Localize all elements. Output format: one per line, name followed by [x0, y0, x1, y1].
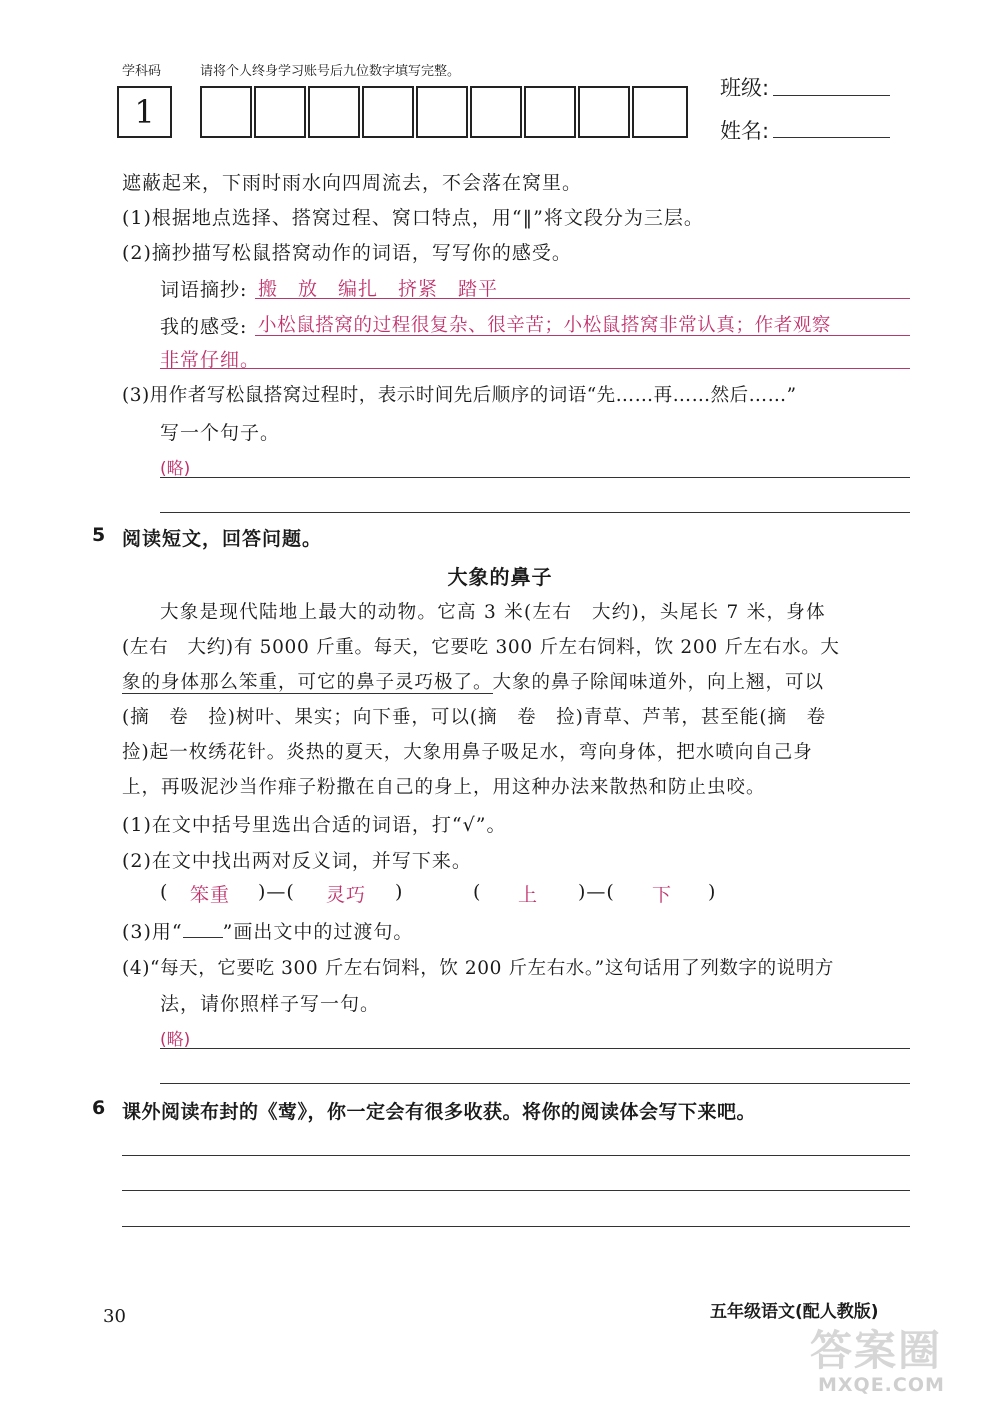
words-label: 词语摘抄: [160, 279, 248, 301]
q5-sub4-line-1: (4)“每天，它要吃 300 斤左右饲料，饮 200 斤左右水。”这句话用了列数字的说明方 [122, 958, 835, 979]
antonym-answer: 上 [518, 884, 539, 906]
q4-sub3-line-1: (3)用作者写松鼠搭窝过程时，表示时间先后顺序的词语“先……再……然后……” [122, 385, 797, 406]
q6-prompt: 课外阅读布封的《莺》，你一定会有很多收获。将你的阅读体会写下来吧。 [122, 1101, 757, 1123]
account-digit-box[interactable] [254, 86, 306, 138]
subject-code-label: 学科码 [122, 64, 162, 79]
feeling-answer-rule-1 [255, 335, 910, 336]
question-number: 6 [92, 1097, 106, 1119]
passage-text: 大象的鼻子除闻味道外，向上翘，可以 [492, 672, 825, 693]
q5-sub1: (1)在文中括号里选出合适的词语，打“√”。 [122, 814, 507, 836]
account-digit-box[interactable] [362, 86, 414, 138]
account-digit-box[interactable] [470, 86, 522, 138]
account-digit-box[interactable] [308, 86, 360, 138]
passage-line: 遮蔽起来，下雨时雨水向四周流去，不会落在窝里。 [122, 172, 583, 194]
passage-line [122, 668, 824, 694]
answer-line[interactable] [122, 1155, 910, 1156]
account-digit-box[interactable] [578, 86, 630, 138]
antonym-paren: )—( [258, 881, 295, 903]
account-digit-box[interactable] [416, 86, 468, 138]
antonym-paren: ( [160, 881, 169, 903]
feeling-answer-line-2: 非常仔细。 [160, 349, 261, 371]
antonym-paren: )—( [578, 881, 615, 903]
book-title: 五年级语文(配人教版) [710, 1302, 879, 1322]
watermark-url: MXQE.COM [818, 1374, 945, 1396]
account-digit-box[interactable] [200, 86, 252, 138]
q5-prompt: 阅读短文，回答问题。 [122, 528, 323, 550]
passage-line: 上，再吸泥沙当作痱子粉撒在自己的身上，用这种办法来散热和防止虫咬。 [122, 777, 766, 798]
class-label: 班级: [720, 76, 770, 100]
account-digit-box[interactable] [632, 86, 688, 138]
words-answer-line [255, 298, 910, 299]
account-digit-box[interactable] [524, 86, 576, 138]
name-field[interactable] [773, 137, 890, 138]
q4-sub3-answer: (略) [160, 459, 191, 479]
passage-line: (摘 卷 捡)树叶、果实；向下垂，可以(摘 卷 捡)青草、芦苇，甚至能(摘 卷 [122, 707, 827, 728]
antonym-answer: 下 [652, 884, 673, 906]
antonym-answer: 笨重 [190, 884, 231, 906]
account-instruction: 请将个人终身学习账号后九位数字填写完整。 [200, 64, 461, 79]
page-number: 30 [103, 1306, 126, 1327]
q4-sub3-line-2: 写一个句子。 [160, 422, 281, 444]
answer-line[interactable] [122, 1190, 910, 1191]
watermark-logo: 答案圈 [810, 1326, 943, 1375]
q4-sub2: (2)摘抄描写松鼠搭窝动作的词语，写写你的感受。 [122, 242, 572, 264]
class-field[interactable] [773, 95, 890, 96]
feeling-answer-rule-2 [160, 368, 910, 369]
passage-line: (左右 大约)有 5000 斤重。每天，它要吃 300 斤左右饲料，饮 200 斤左右水。大 [122, 637, 840, 658]
passage-line: 捡)起一枚绣花针。炎热的夏天，大象用鼻子吸足水，弯向身体，把水喷向自己身 [122, 742, 813, 763]
antonym-paren: ( [473, 881, 482, 903]
transition-sentence: 象的身体那么笨重，可它的鼻子灵巧极了。 [122, 672, 493, 693]
q5-sub3 [122, 917, 413, 944]
q5-sub4-line-2: 法，请你照样子写一句。 [160, 993, 381, 1015]
answer-line[interactable] [122, 1226, 910, 1227]
q5-sub2: (2)在文中找出两对反义词，并写下来。 [122, 850, 472, 872]
antonym-paren: ) [708, 881, 717, 903]
answer-line[interactable] [160, 1083, 910, 1084]
passage-title: 大象的鼻子 [447, 565, 553, 589]
q4-sub1: (1)根据地点选择、搭窝过程、窝口特点，用“‖”将文段分为三层。 [122, 207, 704, 229]
underline-sample [183, 921, 223, 938]
q5-sub4-answer: (略) [160, 1030, 191, 1050]
q5-sub3-prefix: (3)用“ [122, 921, 183, 943]
feeling-answer-line-1: 小松鼠搭窝的过程很复杂、很辛苦；小松鼠搭窝非常认真；作者观察 [258, 315, 832, 336]
name-label: 姓名: [720, 119, 770, 143]
passage-line: 大象是现代陆地上最大的动物。它高 3 米(左右 大约)，头尾长 7 米，身体 [160, 602, 826, 623]
words-answer: 搬 放 编扎 挤紧 踏平 [258, 278, 499, 300]
answer-line[interactable] [160, 477, 910, 478]
answer-line[interactable] [160, 1048, 910, 1049]
question-number: 5 [92, 524, 106, 546]
antonym-answer: 灵巧 [326, 884, 367, 906]
answer-line[interactable] [160, 512, 910, 513]
antonym-paren: ) [395, 881, 404, 903]
feeling-label: 我的感受: [160, 316, 248, 338]
q5-sub3-suffix: ”画出文中的过渡句。 [222, 921, 414, 943]
subject-code-box: 1 [117, 86, 172, 138]
